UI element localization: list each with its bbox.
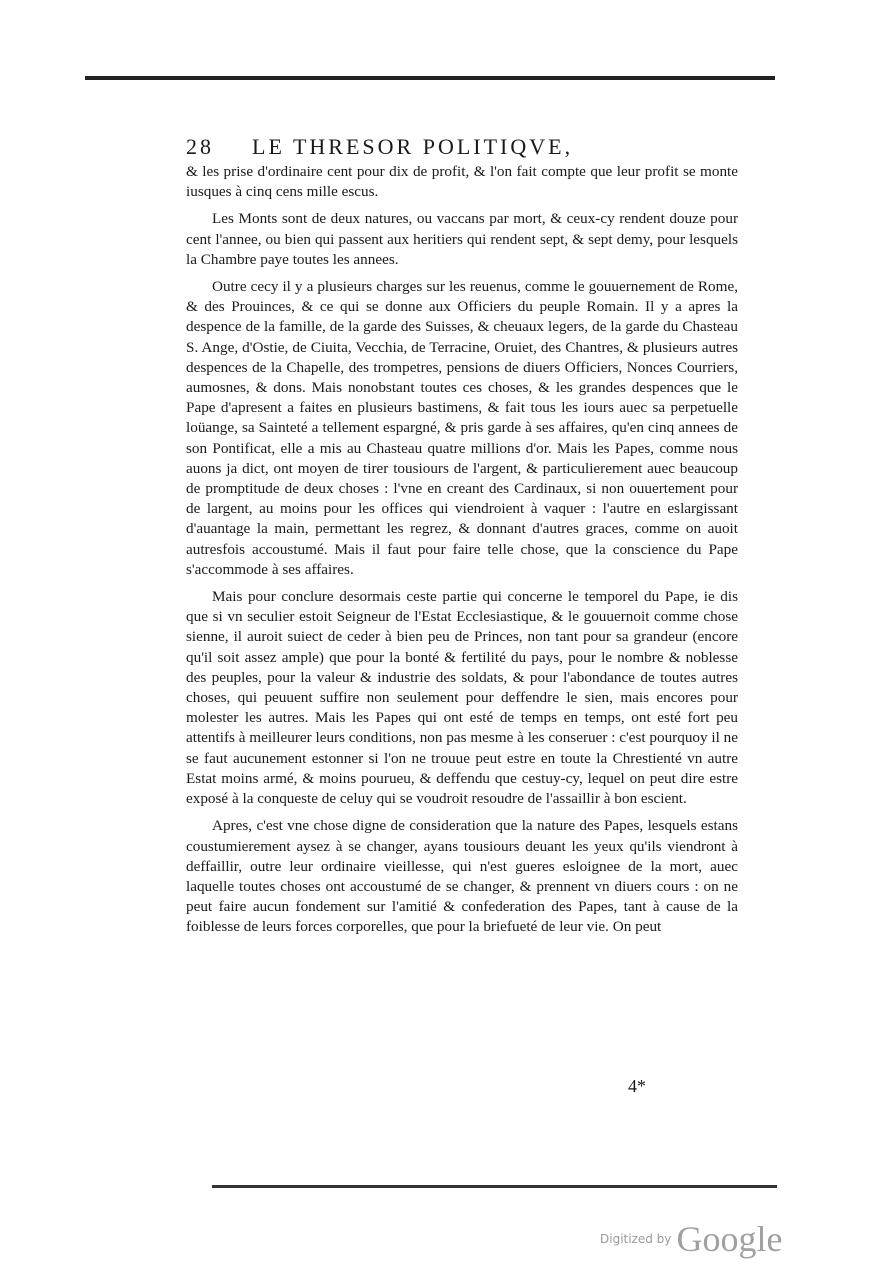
- digitized-watermark: [600, 1218, 782, 1260]
- paragraph: Apres, c'est vne chose digne de consideration que la nature des Papes, lesquels estans coustumierement aysez à se changer, ayans tousiours deuant les yeux qu'ils viendront à deffaillir, outre leur ordinaire vieillesse, qui n'est gueres esloignee de la mort, auec laquelle toutes choses ont accoustumé de se changer, & prennent vn diuers cours : on ne peut faire aucun fondement sur l'amitié & confederation des Papes, tant à cause de la foiblesse de leurs forces corporelles, que pour la briefueté de leur vie. On peut: [186, 817, 738, 936]
- paragraph: & les prise d'ordinaire cent pour dix de profit, & l'on fait compte que leur profit se monte iusques à cinq cens mille escus.: [186, 163, 738, 201]
- paragraph: Outre cecy il y a plusieurs charges sur les reuenus, comme le gouuernement de Rome, & des Prouinces, & ce qui se donne aux Officiers du peuple Romain. Il y a apres la despence de la famille, de la garde des Suisses, & cheuaux legers, de la garde du Chasteau S. Ange, d'Ostie, de Ciuita, Vecchia, de Terracine, Oruiet, des Chantres, & plusieurs autres despences de la Chapelle, des trompetres, pensions de diuers Officiers, Nonces Courriers, aumosnes, & dons. Mais nonobstant toutes ces choses, & les grandes despences que le Pape d'apresent a faites en plusieurs bastimens, & fait tous les iours auec sa perpetuelle loüange, sa Sainteté a tellement espargné, & pris garde à ses affaires, qu'en cinq annees de son Pontificat, elle a mis au Chasteau quatre millions d'or. Mais les Papes, comme nous auons ja dict, ont moyen de tirer tousiours de l'argent, & particulierement auec beaucoup de promptitude de deux choses : l'vne en creant des Cardinaux, si non ouuertement pour de largent, au moins pour les offices qui viendroient à vaquer : l'autre en eslargissant d'auantage la main, permettant les regrez, & donnant d'autres graces, comme on auoit autresfois accoustumé. Mais il faut pour faire telle chose, que la conscience du Pape s'accommode à ses affaires.: [186, 278, 738, 578]
- paragraph: Mais pour conclure desormais ceste partie qui concerne le temporel du Pape, ie dis que si vn seculier estoit Seigneur de l'Estat Ecclesiastique, & le gouuernoit comme chose sienne, il auroit suiect de ceder à bien peu de Princes, non tant pour sa grandeur (encore qu'il soit assez ample) que pour la bonté & fertilité du pays, pour le nombre & noblesse des peuples, pour la valeur & industrie des soldats, & pour l'abondance de toutes autres choses, qui peuuent suffire non seulement pour deffendre le sien, mais encores pour molester les autres. Mais les Papes qui ont esté de temps en temps, ont esté fort peu attentifs à meilleurer leurs conditions, non pas mesme à les conseruer : c'est pourquoy il ne se faut aucunement estonner si l'on ne trouue peut estre en toute la Chrestienté vn autre Estat moins armé, & moins pourueu, & deffendu que cestuy-cy, lequel on peut dire estre exposé à la conqueste de celuy qui se voudroit resoudre de l'assaillir à bon escient.: [186, 588, 738, 808]
- google-logo: Google: [676, 1219, 783, 1259]
- running-head: [186, 134, 746, 164]
- bottom-rule: [212, 1185, 777, 1188]
- top-rule: [85, 76, 775, 80]
- paragraph: Les Monts sont de deux natures, ou vaccans par mort, & ceux-cy rendent douze pour cent l'annee, ou bien qui passent aux heritiers qui rendent sept, & sept demy, pour lesquels la Chambre paye toutes les annees.: [186, 210, 738, 268]
- body-text: [186, 162, 738, 945]
- page-number: 28: [186, 134, 214, 159]
- watermark-prefix: Digitized by: [600, 1232, 672, 1246]
- signature-mark: 4*: [628, 1076, 646, 1096]
- running-title: LE THRESOR POLITIQVE,: [252, 134, 574, 159]
